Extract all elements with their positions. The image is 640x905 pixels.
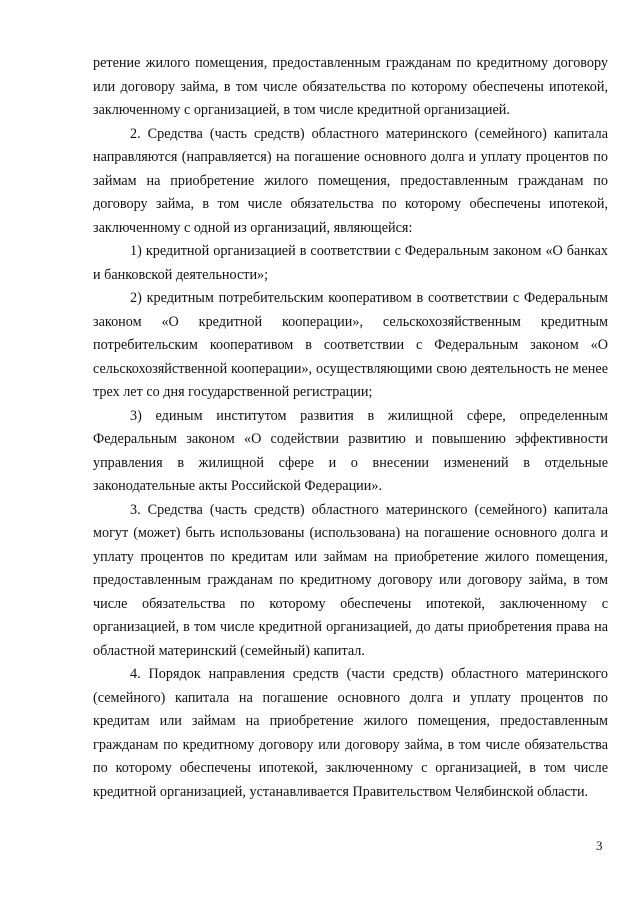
page-number: 3 [596,838,603,853]
paragraph-item-2: 2. Средства (часть средств) областного материнского (семейного) капитала направляются (направляется) на погашение основного долга и уплату процентов по займам на приобретение жилого помещения, предоставленным гражданам по договору займа, в том числе обязательства по которому обеспечены ипотекой, заключенному с одной из организаций, являющейся: [93,125,608,236]
paragraph-item-4: 4. Порядок направления средств (части средств) областного материнского (семейного) капитала на погашение основного долга и уплату процентов по кредитам или займам на приобретение жилого помещения, предоставленным гражданам по кредитному договору или договору займа, в том числе обязательства по которому обеспечены ипотекой, заключенному с организацией, в том числе кредитной организацией, устанавливается Правительством Челябинской области. [93,666,608,800]
paragraph-item-3: 3. Средства (часть средств) областного материнского (семейного) капитала могут (может) быть использованы (использована) на погашение основного долга и уплату процентов по кредитам или займам на приобретение жилого помещения, предоставленным гражданам по кредитному договору или договору займа, в том числе обязательства по которому обеспечены ипотекой, заключенному с организацией, в том числе кредитной организацией, до даты приобретения права на областной материнский (семейный) капитал. [93,501,608,659]
subitem-1: 1) кредитной организацией в соответствии с Федеральным законом «О банках и банковской деятельности»; [93,243,608,283]
document-page [93,52,608,804]
paragraph-continuation: ретение жилого помещения, предоставленным гражданам по кредитному договору или договору займа, в том числе обязательства по которому обеспечены ипотекой, заключенному с организацией, в том числе кредитной организацией. [93,55,608,118]
subitem-2: 2) кредитным потребительским кооперативом в соответствии с Федеральным законом «О кредитной кооперации», сельскохозяйственным кредитным потребительским кооперативом в соответствии с Федеральным законом «О сельскохозяйственной кооперации», осуществляющими свою деятельность не менее трех лет со дня государственной регистрации; [93,290,608,400]
subitem-3: 3) единым институтом развития в жилищной сфере, определенным Федеральным законом «О содействии развитию и повышению эффективности управления в жилищной сфере и о внесении изменений в отдельные законодательные акты Российской Федерации». [93,407,608,494]
